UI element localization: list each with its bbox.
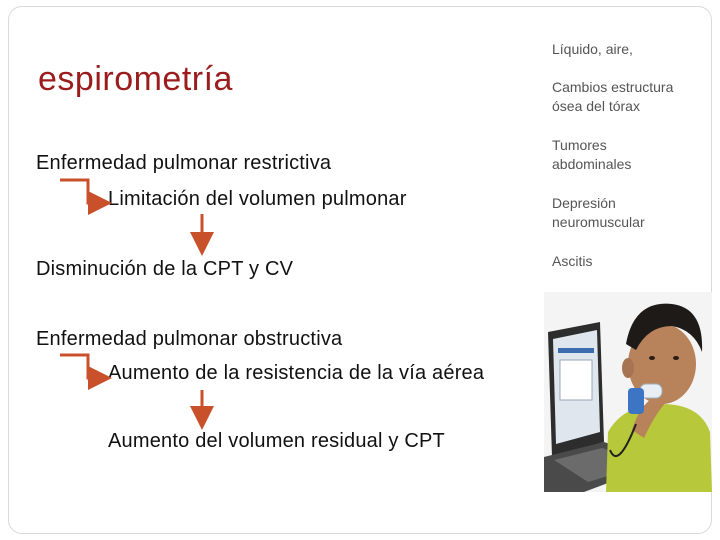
cause-item-line: Líquido, aire, — [552, 41, 633, 57]
cause-item-line: Tumores — [552, 137, 607, 153]
spirometry-patient-photo — [544, 292, 712, 492]
cause-item-line: Cambios estructura — [552, 79, 674, 95]
obstructive-cause: Aumento de la resistencia de la vía aérea — [108, 362, 485, 384]
cause-item-3 — [552, 136, 702, 174]
slide-title: espirometría — [38, 60, 233, 98]
cause-item-2 — [552, 78, 702, 116]
restrictive-cause: Limitación del volumen pulmonar — [108, 188, 407, 210]
cause-item-1 — [552, 40, 702, 59]
obstructive-heading: Enfermedad pulmonar obstructiva — [36, 328, 343, 350]
cause-item-5 — [552, 252, 702, 271]
cause-item-line: ósea del tórax — [552, 98, 640, 114]
cause-item-4 — [552, 194, 702, 232]
cause-item-line: abdominales — [552, 156, 632, 172]
restrictive-result: Disminución de la CPT y CV — [36, 258, 294, 280]
cause-item-line: Ascitis — [552, 253, 593, 269]
elbow-arrow-restrictive — [60, 180, 100, 203]
cause-item-line: neuromuscular — [552, 214, 645, 230]
restrictive-heading: Enfermedad pulmonar restrictiva — [36, 152, 332, 174]
obstructive-result: Aumento del volumen residual y CPT — [108, 430, 445, 452]
elbow-arrow-obstructive — [60, 355, 100, 378]
cause-item-line: Depresión — [552, 195, 616, 211]
